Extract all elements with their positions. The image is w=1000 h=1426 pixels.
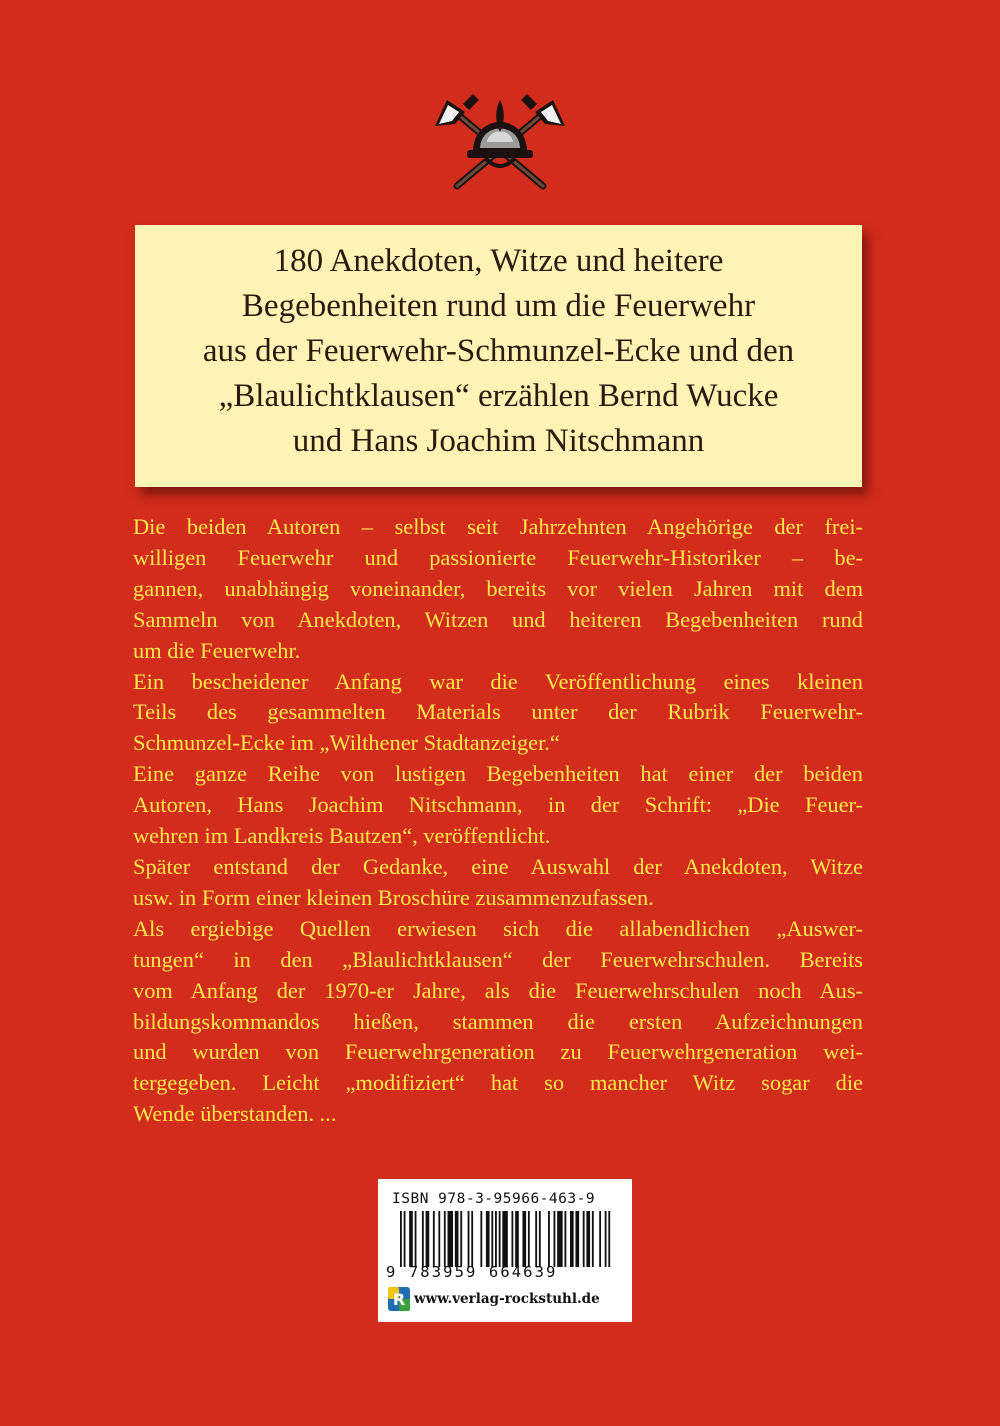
barcode-bar <box>460 1211 462 1267</box>
blurb-line: vom Anfang der 1970-er Jahre, als die Feuerwehrschulen noch Aus- <box>133 977 863 1003</box>
blurb-line: um die Feuerwehr. <box>133 637 301 663</box>
barcode-bar <box>480 1211 482 1267</box>
barcode-bar <box>554 1211 556 1267</box>
blurb-line: Eine ganze Reihe von lustigen Begebenheiten hat einer der beiden <box>133 761 863 787</box>
barcode-bar <box>486 1211 490 1267</box>
barcode-bar <box>586 1211 590 1267</box>
barcode-bar <box>502 1211 507 1267</box>
blurb-line: tungen“ in den „Blaulichtklausen“ der Feuerwehrschulen. Bereits <box>133 946 863 972</box>
barcode-bar <box>539 1211 541 1267</box>
barcode-bar <box>522 1211 526 1267</box>
barcode-bar <box>535 1211 537 1267</box>
barcode-bar <box>515 1211 519 1267</box>
blurb-line: bildungskommandos hießen, stammen die ersten Aufzeichnungen <box>133 1008 863 1034</box>
headline-line: und Hans Joachim Nitschmann <box>292 423 705 459</box>
headline-line: „Blaulichtklausen“ erzählen Bernd Wucke <box>218 378 779 414</box>
blurb-line: usw. in Form einer kleinen Broschüre zusammenzufassen. <box>133 884 654 910</box>
barcode-bar <box>548 1211 550 1267</box>
barcode-bar <box>455 1211 459 1267</box>
barcode-bar <box>592 1211 594 1267</box>
blurb-line: gannen, unabhängig voneinander, bereits vor vielen Jahren mit dem <box>133 575 863 601</box>
headline-line: Begebenheiten rund um die Feuerwehr <box>241 288 756 324</box>
blurb-line: Schmunzel-Ecke im „Wilthener Stadtanzeiger.“ <box>133 730 560 756</box>
barcode-bar <box>438 1211 440 1267</box>
barcode-bar <box>599 1211 601 1267</box>
firefighter-emblem-icon <box>425 82 575 192</box>
blurb-line: Autoren, Hans Joachim Nitschmann, in der Schrift: „Die Feuer- <box>133 792 863 818</box>
svg-text:R: R <box>392 1290 406 1309</box>
barcode-bar <box>511 1211 513 1267</box>
barcode-bar <box>495 1211 497 1267</box>
barcode-bar <box>608 1211 610 1267</box>
headline-line: aus der Feuerwehr-Schmunzel-Ecke und den <box>202 333 795 369</box>
barcode-bars <box>400 1211 612 1267</box>
barcode-bar <box>528 1211 530 1267</box>
blurb-line: tergegeben. Leicht „modifiziert“ hat so mancher Witz sogar die <box>133 1070 863 1096</box>
barcode-icon <box>400 1211 612 1267</box>
isbn-digits: 9 783959 664639 <box>386 1263 558 1281</box>
blurb-line: und wurden von Feuerwehrgeneration zu Feuerwehrgeneration wei- <box>133 1039 863 1065</box>
barcode-bar <box>415 1211 417 1267</box>
barcode-bar <box>575 1211 579 1267</box>
isbn-barcode-box <box>378 1179 632 1322</box>
barcode-bar <box>448 1211 453 1267</box>
blurb-line: Sammeln von Anekdoten, Witzen und heiteren Begebenheiten rund <box>133 606 863 632</box>
barcode-bar <box>468 1211 470 1267</box>
barcode-bar <box>433 1211 435 1267</box>
blurb-line: Als ergiebige Quellen erwiesen sich die allabendlichen „Auswer- <box>133 915 863 941</box>
barcode-bar <box>444 1211 446 1267</box>
barcode-bar <box>471 1211 473 1267</box>
barcode-bar <box>409 1211 413 1267</box>
blurb-line: Teils des gesammelten Materials unter der Rubrik Feuerwehr- <box>133 699 863 725</box>
blurb-line: Ein bescheidener Anfang war die Veröffentlichung eines kleinen <box>133 668 863 694</box>
helmet-axes-icon <box>425 82 575 192</box>
blurb-line: willigen Feuerwehr und passionierte Feuerwehr-Historiker – be- <box>133 544 863 570</box>
barcode-bar <box>570 1211 574 1267</box>
headline-line: 180 Anekdoten, Witze und heitere <box>273 243 724 279</box>
headline-box <box>135 225 862 487</box>
publisher-url: www.verlag-rockstuhl.de <box>414 1291 600 1307</box>
barcode-bar <box>404 1211 406 1267</box>
barcode-bar <box>564 1211 566 1267</box>
barcode-bar <box>605 1211 607 1267</box>
barcode-bar <box>557 1211 562 1267</box>
publisher-logo-icon <box>388 1287 410 1311</box>
blurb-line: Die beiden Autoren – selbst seit Jahrzehnten Angehörige der frei- <box>133 514 863 539</box>
blurb-text <box>133 512 863 1130</box>
blurb-line: Wende überstanden. ... <box>133 1101 337 1127</box>
barcode-bar <box>499 1211 501 1267</box>
isbn-label: ISBN 978-3-95966-463-9 <box>392 1191 596 1207</box>
blurb-line: Später entstand der Gedanke, eine Auswahl der Anekdoten, Witze <box>133 853 863 879</box>
publisher-line <box>388 1287 600 1311</box>
barcode-bar <box>400 1211 402 1267</box>
barcode-bar <box>422 1211 424 1267</box>
blurb-line: wehren im Landkreis Bautzen“, veröffentlicht. <box>133 823 551 849</box>
barcode-bar <box>491 1211 493 1267</box>
barcode-bar <box>426 1211 430 1267</box>
barcode-bar <box>583 1211 585 1267</box>
